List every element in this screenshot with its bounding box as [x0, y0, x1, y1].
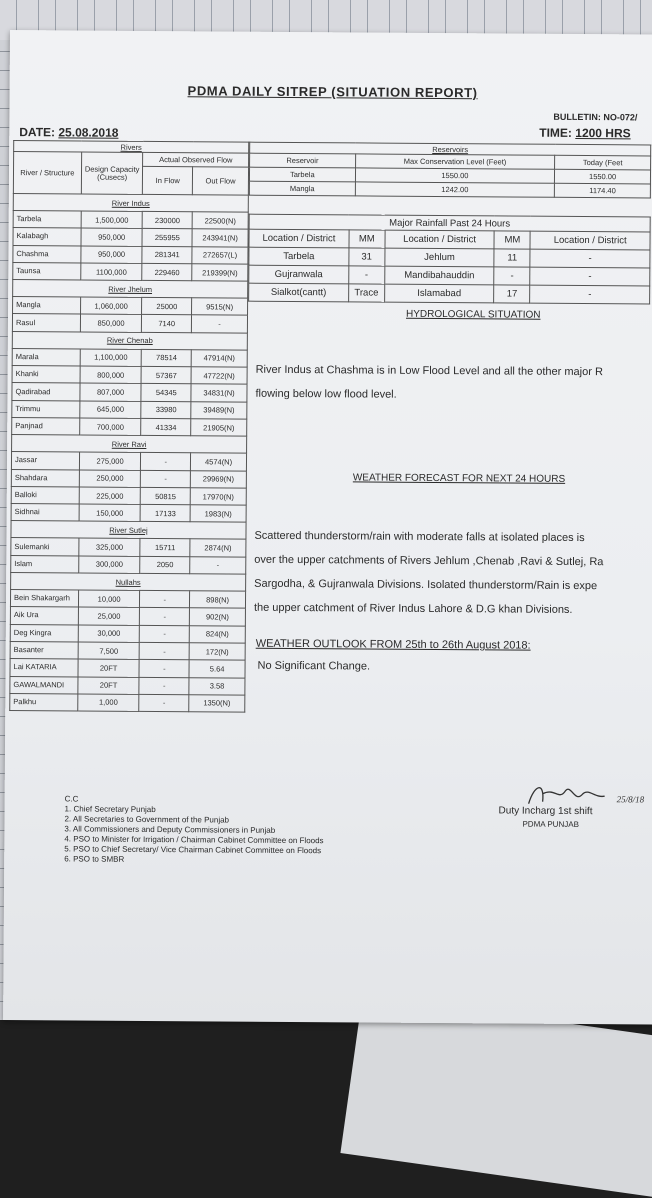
station-name: Trimmu	[12, 400, 80, 418]
design-capacity: 30,000	[78, 625, 140, 643]
river-section-header: River Sutlej	[11, 521, 246, 540]
table-row	[12, 348, 247, 367]
river-section-header: Nullahs	[11, 573, 246, 592]
reservoirs-group-header: Reservoirs	[250, 142, 651, 156]
signature-org: PDMA PUNJAB	[522, 819, 579, 829]
in-flow: 78514	[142, 349, 192, 367]
table-row	[249, 283, 650, 304]
in-flow: 17133	[140, 505, 190, 523]
outlook-title: WEATHER OUTLOOK FROM 25th to 26th August 2018:	[255, 637, 531, 652]
cc-item: 2. All Secretaries to Government of the Punjab	[64, 814, 230, 825]
rain-cell: -	[530, 285, 650, 304]
table-row	[11, 538, 246, 557]
table-row	[11, 504, 246, 523]
rain-cell: 11	[494, 249, 530, 267]
rain-cell: Gujranwala	[249, 265, 349, 284]
in-flow: 25000	[142, 298, 192, 316]
table-row	[11, 555, 246, 574]
cc-item: 1. Chief Secretary Punjab	[64, 804, 156, 815]
river-section-header: River Ravi	[12, 435, 247, 454]
station-name: Deg Kingra	[10, 624, 78, 642]
out-flow: 2874(N)	[190, 539, 246, 557]
in-flow: 229460	[142, 263, 192, 281]
out-flow: 898(N)	[190, 591, 246, 609]
rain-col-location-3: Location / District	[530, 231, 650, 250]
station-name: Khanki	[12, 366, 80, 384]
design-capacity: 950,000	[81, 228, 143, 246]
out-flow: 9515(N)	[192, 298, 248, 316]
cc-item: 4. PSO to Minister for Irrigation / Chairman Cabinet Committee on Floods	[64, 834, 324, 846]
rivers-flow-table	[9, 140, 249, 713]
rain-cell: Jehlum	[385, 248, 495, 267]
out-flow: 1983(N)	[190, 505, 246, 523]
col-in-flow: In Flow	[143, 166, 193, 194]
rainfall-title: Major Rainfall Past 24 Hours	[249, 214, 650, 232]
table-row	[249, 181, 650, 198]
rain-cell: Tarbela	[249, 247, 349, 266]
station-name: Tarbela	[13, 211, 81, 229]
col-actual-flow: Actual Observed Flow	[143, 152, 249, 167]
col-reservoir: Reservoir	[250, 153, 356, 168]
rain-cell: Mandibahauddin	[384, 266, 494, 285]
table-row	[13, 297, 248, 316]
col-today-level: Today (Feet	[555, 155, 651, 170]
rivers-group-header: Rivers	[14, 141, 249, 154]
design-capacity: 150,000	[79, 504, 141, 522]
station-name: Rasul	[12, 314, 80, 332]
out-flow: 902(N)	[190, 608, 246, 626]
forecast-line-1: Scattered thunderstorm/rain with moderate falls at isolated places is	[254, 529, 585, 545]
section-row	[12, 435, 247, 454]
in-flow: -	[140, 625, 190, 643]
reservoirs-table	[249, 142, 651, 199]
rivers-table-body	[10, 194, 249, 713]
table-row	[13, 211, 248, 230]
rain-col-mm-2: MM	[494, 231, 530, 249]
table-row	[10, 590, 245, 609]
design-capacity: 225,000	[79, 487, 141, 505]
table-row	[11, 452, 246, 471]
in-flow: 7140	[142, 315, 192, 333]
station-name: Shahdara	[11, 469, 79, 487]
out-flow: 34831(N)	[191, 384, 247, 402]
rainfall-table	[248, 214, 651, 305]
out-flow: 22500(N)	[192, 212, 248, 230]
cc-item: 6. PSO to SMBR	[64, 854, 125, 864]
out-flow: 5.64	[189, 660, 245, 678]
out-flow: -	[192, 315, 248, 333]
in-flow: -	[139, 694, 189, 712]
hydro-line-2: flowing below low flood level.	[255, 387, 397, 401]
col-out-flow: Out Flow	[193, 167, 249, 195]
station-name: Chashma	[13, 245, 81, 263]
rain-cell: -	[494, 267, 530, 285]
rain-cell: -	[530, 267, 650, 286]
station-name: Lai KATARIA	[10, 659, 78, 677]
section-row	[13, 194, 248, 213]
cc-label: C.C	[64, 794, 79, 804]
table-row	[10, 641, 245, 660]
station-name: Aik Ura	[10, 607, 78, 625]
section-row	[12, 331, 247, 350]
report-time	[539, 126, 630, 141]
in-flow: -	[139, 677, 189, 695]
in-flow: -	[140, 590, 190, 608]
in-flow: 255955	[142, 229, 192, 247]
col-max-level: Max Conservation Level (Feet)	[355, 154, 555, 169]
forecast-line-3: Sargodha, & Gujranwala Divisions. Isolated thunderstorm/Rain is expe	[254, 577, 598, 593]
design-capacity: 20FT	[78, 659, 140, 677]
time-label: TIME:	[539, 125, 573, 140]
signature-title: Duty Incharg 1st shift	[498, 805, 593, 818]
in-flow: 281341	[142, 246, 192, 264]
table-row	[13, 262, 248, 281]
background-paper-corner	[340, 995, 652, 1198]
cc-item: 5. PSO to Chief Secretary/ Vice Chairman Cabinet Committee on Floods	[64, 844, 322, 856]
design-capacity: 1,100,000	[80, 349, 142, 367]
design-capacity: 10,000	[78, 590, 140, 608]
in-flow: 54345	[141, 384, 191, 402]
date-label: DATE:	[19, 125, 56, 140]
table-row	[12, 400, 247, 419]
out-flow: 3.58	[189, 677, 245, 695]
in-flow: 57367	[141, 367, 191, 385]
forecast-line-4: the upper catchment of River Indus Lahore & D.G khan Divisions.	[253, 601, 573, 616]
station-name: Jassar	[11, 452, 79, 470]
in-flow: -	[141, 453, 191, 471]
table-row	[12, 417, 247, 436]
out-flow: 29969(N)	[190, 470, 246, 488]
design-capacity: 25,000	[78, 607, 140, 625]
forecast-line-2: over the upper catchments of Rivers Jehlum ,Chenab ,Ravi & Sutlej, Ra	[254, 553, 604, 569]
station-name: Mangla	[13, 297, 81, 315]
station-name: Bein Shakargarh	[10, 590, 78, 608]
reservoir-max: 1550.00	[355, 168, 555, 183]
design-capacity: 20FT	[78, 677, 140, 695]
design-capacity: 807,000	[80, 383, 142, 401]
river-section-header: River Jhelum	[13, 280, 248, 299]
section-row	[11, 573, 246, 592]
in-flow: 33980	[141, 401, 191, 419]
out-flow: 17970(N)	[190, 488, 246, 506]
station-name: Balloki	[11, 486, 79, 504]
reservoir-today: 1174.40	[555, 183, 651, 198]
table-row	[10, 624, 245, 643]
outlook-text: No Significant Change.	[257, 659, 371, 673]
out-flow: 47914(N)	[191, 350, 247, 368]
in-flow: 50815	[141, 487, 191, 505]
page-title: PDMA DAILY SITREP (SITUATION REPORT)	[187, 83, 478, 101]
design-capacity: 850,000	[80, 314, 142, 332]
station-name: GAWALMANDI	[10, 676, 78, 694]
table-row	[12, 314, 247, 333]
table-row	[10, 607, 245, 626]
out-flow: 219399(N)	[192, 264, 248, 282]
in-flow: 230000	[143, 211, 193, 229]
rain-col-location-1: Location / District	[249, 229, 349, 248]
in-flow: 15711	[140, 539, 190, 557]
in-flow: -	[140, 608, 190, 626]
table-row	[10, 693, 245, 712]
rain-col-mm-1: MM	[349, 230, 385, 248]
in-flow: -	[139, 660, 189, 678]
out-flow: 272657(L)	[192, 246, 248, 264]
col-design-capacity: Design Capacity (Cusecs)	[81, 152, 143, 194]
forecast-title: WEATHER FORECAST FOR NEXT 24 HOURS	[352, 472, 566, 485]
rain-cell: Sialkot(cantt)	[249, 283, 349, 302]
rain-cell: 31	[349, 248, 385, 266]
rain-cell: Trace	[348, 284, 384, 302]
station-name: Taunsa	[13, 262, 81, 280]
station-name: Sulemanki	[11, 538, 79, 556]
station-name: Islam	[11, 555, 79, 573]
river-section-header: River Indus	[13, 194, 248, 213]
in-flow: -	[141, 470, 191, 488]
reservoir-today: 1550.00	[555, 169, 651, 184]
rain-cell: 17	[494, 285, 530, 303]
station-name: Sidhnai	[11, 504, 79, 522]
out-flow: 172(N)	[189, 643, 245, 661]
design-capacity: 700,000	[79, 418, 141, 436]
design-capacity: 7,500	[78, 642, 140, 660]
design-capacity: 1,000	[78, 694, 140, 712]
table-row	[11, 469, 246, 488]
signature-date: 25/8/18	[616, 794, 645, 805]
out-flow: -	[190, 557, 246, 575]
table-row	[12, 383, 247, 402]
table-row	[12, 366, 247, 385]
in-flow: 41334	[141, 418, 191, 436]
river-section-header: River Chenab	[12, 331, 247, 350]
reservoir-name: Mangla	[249, 181, 355, 196]
hydro-line-1: River Indus at Chashma is in Low Flood Level and all the other major R	[255, 363, 603, 379]
table-row	[11, 486, 246, 505]
station-name: Qadirabad	[12, 383, 80, 401]
design-capacity: 250,000	[79, 470, 141, 488]
sitrep-page	[3, 30, 652, 1025]
section-row	[11, 521, 246, 540]
design-capacity: 300,000	[79, 556, 141, 574]
station-name: Kalabagh	[13, 228, 81, 246]
section-row	[13, 280, 248, 299]
rain-cell: Islamabad	[384, 284, 494, 303]
table-row	[10, 676, 245, 695]
station-name: Palkhu	[10, 693, 78, 711]
table-row	[13, 228, 248, 247]
design-capacity: 950,000	[81, 246, 143, 264]
rain-col-location-2: Location / District	[385, 230, 495, 249]
station-name: Basanter	[10, 641, 78, 659]
table-row	[13, 245, 248, 264]
out-flow: 243941(N)	[192, 229, 248, 247]
design-capacity: 1,060,000	[80, 297, 142, 315]
in-flow: -	[140, 642, 190, 660]
out-flow: 4574(N)	[191, 453, 247, 471]
bulletin-number: BULLETIN: NO-072/	[553, 111, 638, 123]
design-capacity: 1,500,000	[81, 211, 143, 229]
out-flow: 21905(N)	[191, 419, 247, 437]
station-name: Panjnad	[12, 417, 80, 435]
col-structure: River / Structure	[13, 152, 81, 194]
design-capacity: 325,000	[79, 538, 141, 556]
design-capacity: 800,000	[80, 366, 142, 384]
station-name: Marala	[12, 348, 80, 366]
rain-cell: -	[530, 249, 650, 268]
design-capacity: 645,000	[80, 401, 142, 419]
design-capacity: 275,000	[79, 452, 141, 470]
out-flow: 1350(N)	[189, 695, 245, 713]
time-value: 1200 HRS	[575, 125, 631, 141]
table-row	[10, 659, 245, 678]
report-date	[19, 125, 118, 140]
in-flow: 2050	[140, 556, 190, 574]
out-flow: 39489(N)	[191, 401, 247, 419]
hydro-title: HYDROLOGICAL SITUATION	[405, 308, 541, 321]
design-capacity: 1100,000	[81, 263, 143, 281]
reservoir-name: Tarbela	[249, 167, 355, 182]
cc-list	[64, 794, 324, 866]
cc-item: 3. All Commissioners and Deputy Commissioners in Punjab	[64, 824, 276, 835]
out-flow: 824(N)	[189, 625, 245, 643]
out-flow: 47722(N)	[191, 367, 247, 385]
rain-cell: -	[349, 266, 385, 284]
date-value: 25.08.2018	[58, 125, 119, 140]
reservoir-max: 1242.00	[355, 182, 555, 197]
